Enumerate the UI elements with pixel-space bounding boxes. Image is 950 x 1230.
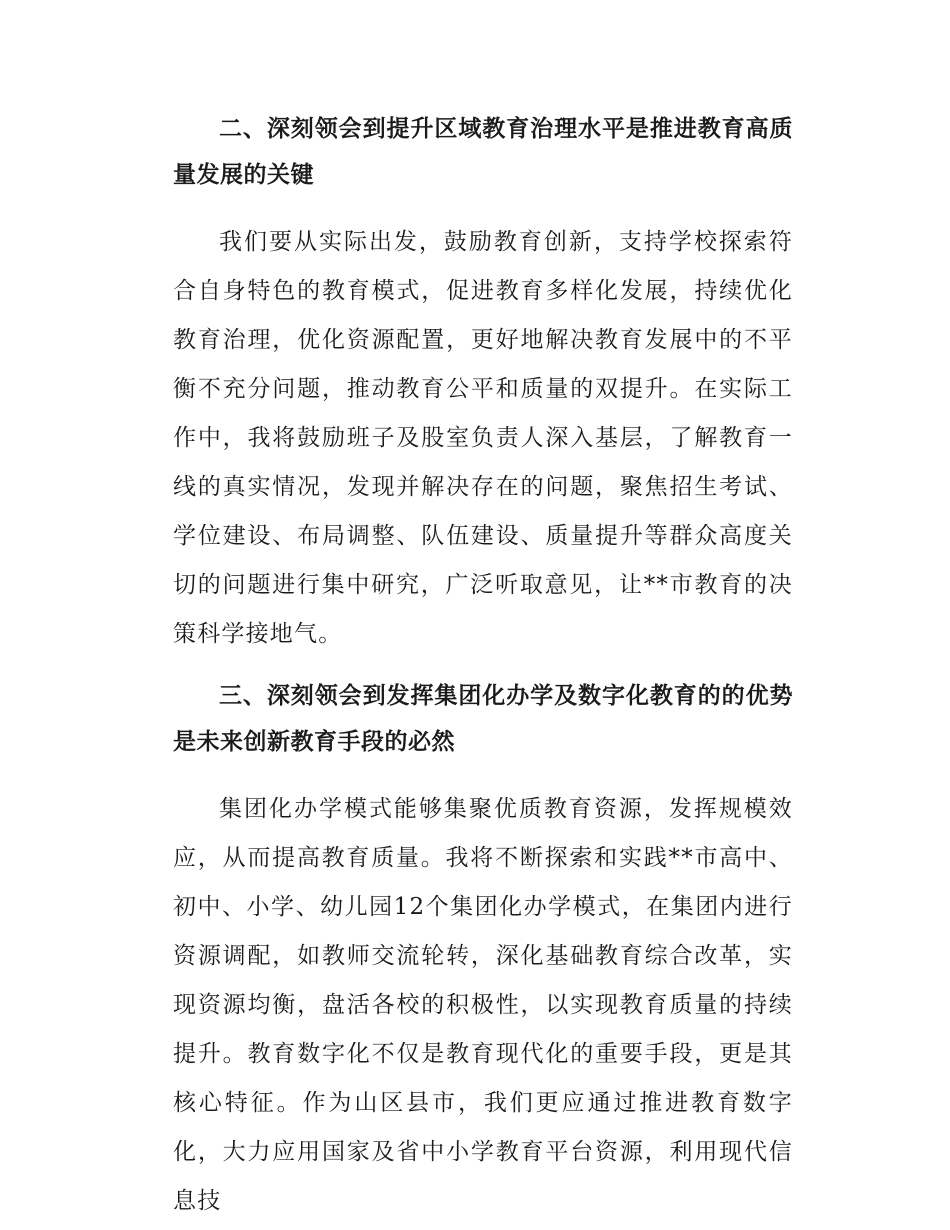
section-3-heading: 三、深刻领会到发挥集团化办学及数字化教育的的优势是未来创新教育手段的必然 — [173, 683, 793, 755]
document-content — [173, 106, 793, 1226]
section-3-paragraph: 集团化办学模式能够集聚优质教育资源，发挥规模效应，从而提高教育质量。我将不断探索和实践**市高中、初中、小学、幼儿园12个集团化办学模式，在集团内进行资源调配，如教师交流轮转，深化基础教育综合改革，实现资源均衡，盘活各校的积极性，以实现教育质量的持续提升。教育数字化不仅是教育现代化的重要手段，更是其核心特征。作为山区县市，我们更应通过推进教育数字化，大力应用国家及省中小学教育平台资源，利用现代信息技 — [173, 796, 793, 1214]
section-2-paragraph: 我们要从实际出发，鼓励教育创新，支持学校探索符合自身特色的教育模式，促进教育多样化发展，持续优化教育治理，优化资源配置，更好地解决教育发展中的不平衡不充分问题，推动教育公平和质量的双提升。在实际工作中，我将鼓励班子及股室负责人深入基层，了解教育一线的真实情况，发现并解决存在的问题，聚焦招生考试、学位建设、布局调整、队伍建设、质量提升等群众高度关切的问题进行集中研究，广泛听取意见，让**市教育的决策科学接地气。 — [173, 229, 793, 647]
section-2-heading: 二、深刻领会到提升区域教育治理水平是推进教育高质量发展的关键 — [173, 116, 793, 188]
